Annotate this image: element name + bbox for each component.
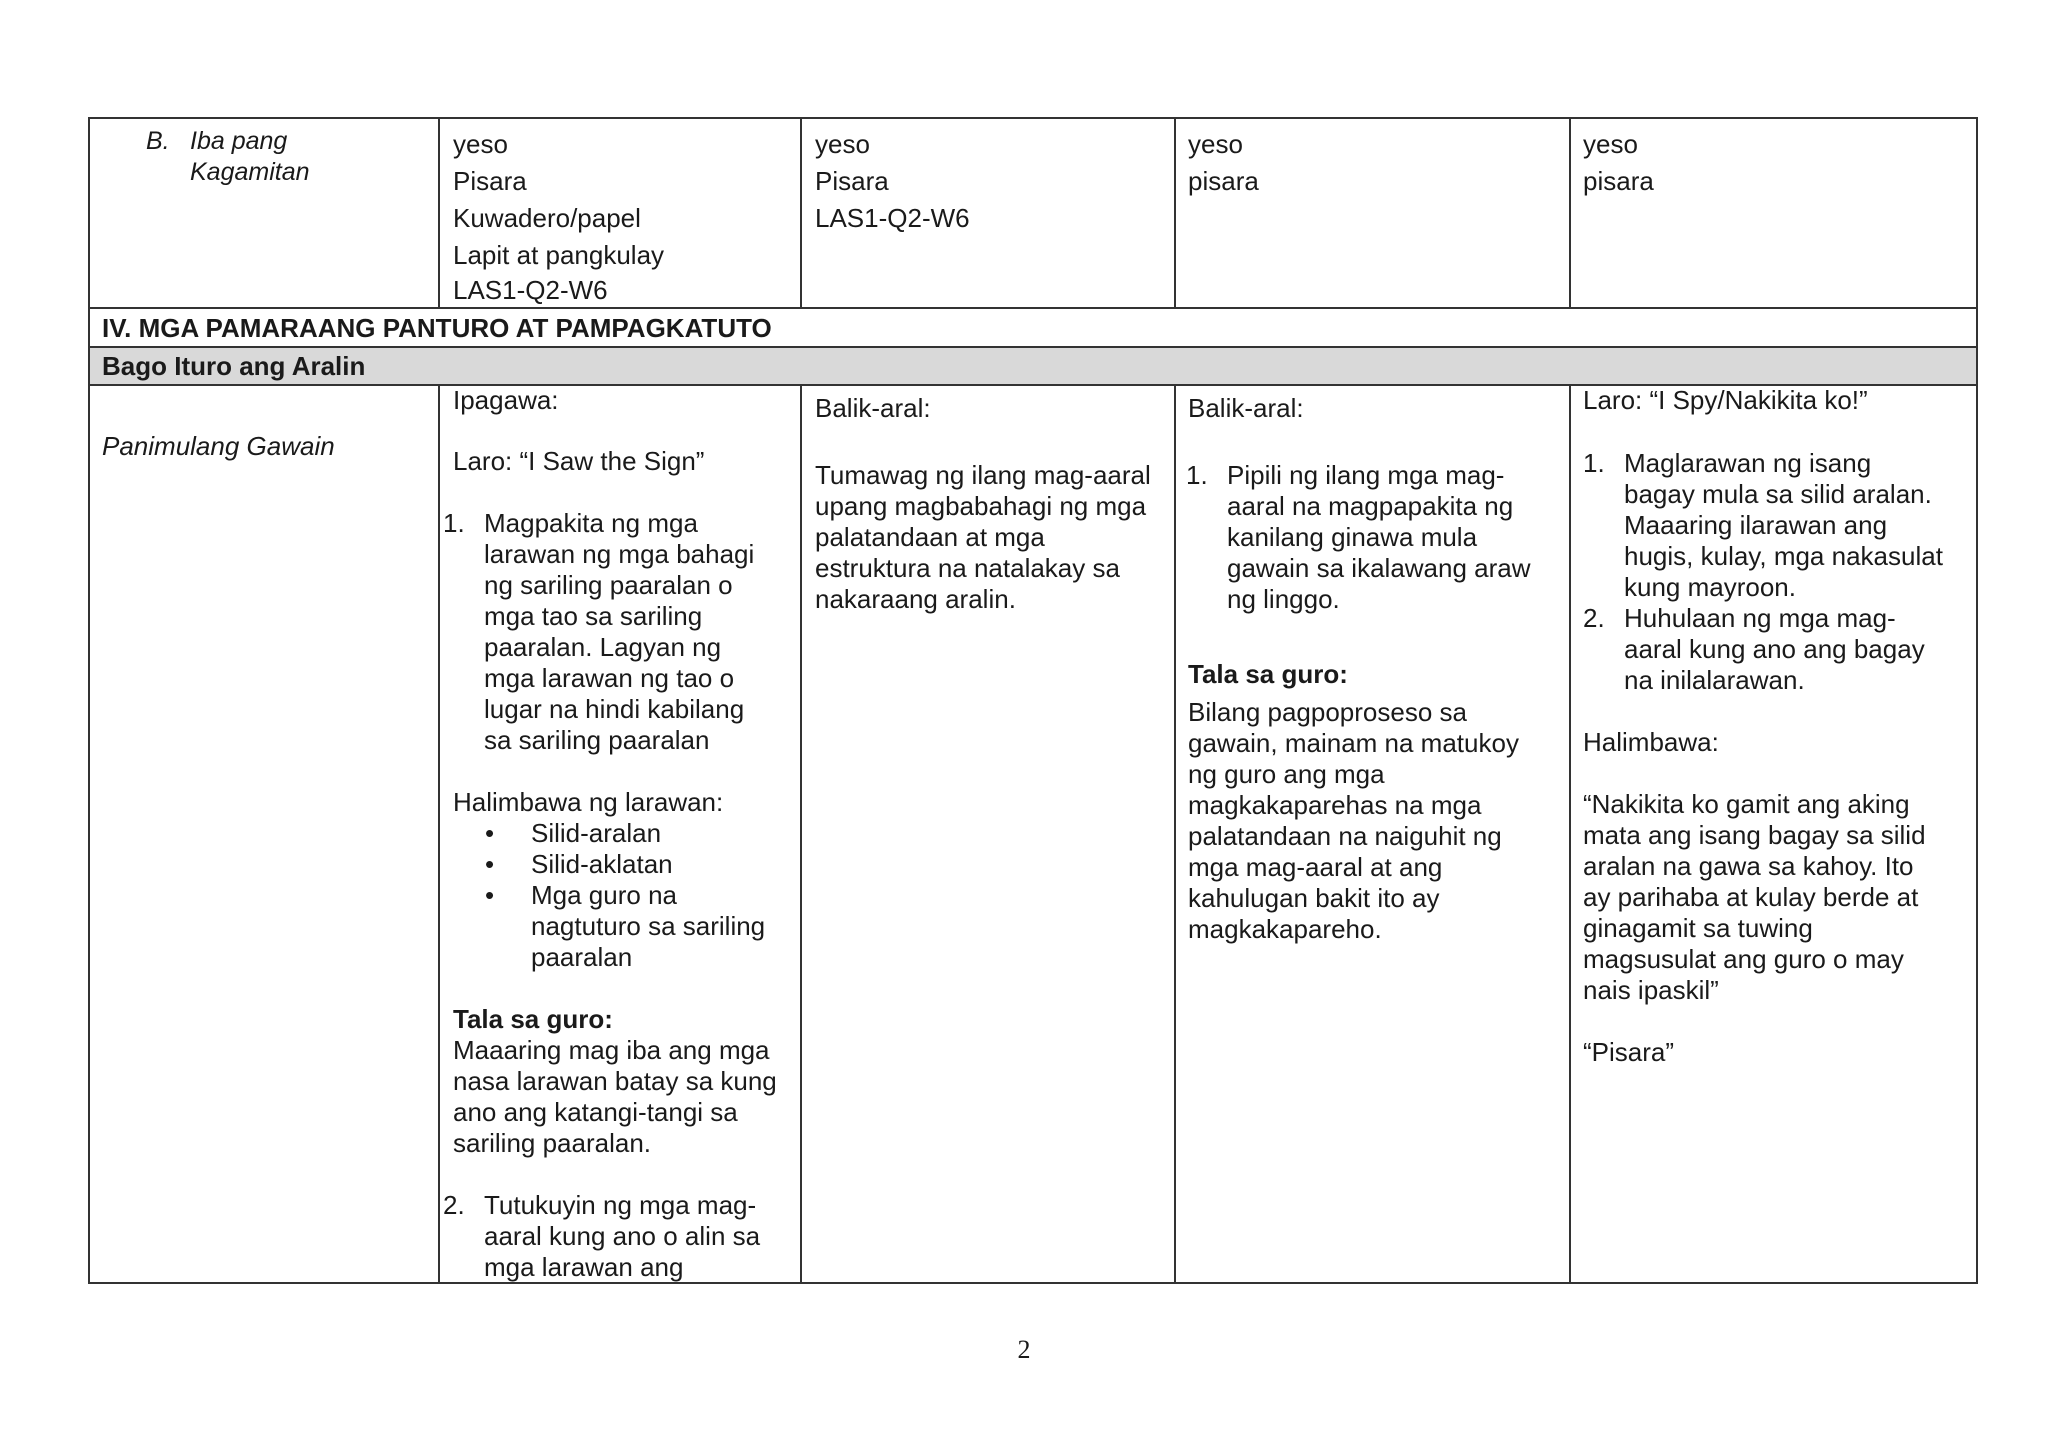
materials-item: Pisara bbox=[815, 166, 889, 196]
materials-label-cell bbox=[146, 126, 310, 188]
table-border-left bbox=[88, 117, 90, 1284]
col1-examples-heading: Halimbawa ng larawan: bbox=[453, 787, 724, 817]
col1-item-1-line: lugar na hindi kabilang bbox=[484, 694, 745, 724]
col1-example-line: paaralan bbox=[531, 942, 633, 972]
col4-heading: Laro: “I Spy/Nakikita ko!” bbox=[1583, 385, 1868, 415]
col1-heading: Ipagawa: bbox=[453, 385, 559, 415]
bullet-icon: • bbox=[485, 849, 495, 879]
col4-example-line: “Nakikita ko gamit ang aking bbox=[1583, 789, 1910, 819]
col1-item-1-line: ng sariling paaralan o bbox=[484, 570, 733, 600]
table-border-bottom bbox=[88, 1282, 1978, 1284]
col1-game: Laro: “I Saw the Sign” bbox=[453, 446, 705, 476]
col3-heading: Balik-aral: bbox=[1188, 393, 1304, 423]
panimula-col3 bbox=[1186, 393, 1531, 945]
col1-item-2 bbox=[443, 1190, 795, 1283]
col1-item-1-line: mga tao sa sariling bbox=[484, 601, 703, 631]
materials-label-line: Iba pang bbox=[190, 127, 288, 155]
col4-item-1 bbox=[1583, 448, 1943, 603]
materials-item: pisara bbox=[1188, 166, 1259, 196]
col1-example-line: Silid-aralan bbox=[531, 818, 662, 848]
materials-item: Pisara bbox=[453, 166, 527, 196]
subheading-shade bbox=[89, 348, 1977, 384]
col1-item-2-line: aaral kung ano o alin sa bbox=[484, 1221, 761, 1251]
column-rule-1 bbox=[438, 117, 440, 308]
col4-example-line: ginagamit sa tuwing bbox=[1583, 913, 1813, 943]
col4-item-1-number: 1. bbox=[1583, 448, 1605, 478]
col4-item-1-line: kung mayroon. bbox=[1624, 572, 1796, 602]
column-rule-6 bbox=[800, 384, 802, 1283]
col4-item-2-number: 2. bbox=[1583, 603, 1605, 633]
col4-example-line: magsusulat ang guro o may bbox=[1583, 944, 1904, 974]
materials-item: Kuwadero/papel bbox=[453, 203, 641, 233]
materials-item: LAS1-Q2-W6 bbox=[453, 275, 608, 305]
column-rule-5 bbox=[438, 384, 440, 1283]
bullet-icon: • bbox=[485, 818, 495, 848]
col2-heading: Balik-aral: bbox=[815, 393, 931, 423]
panimula-col2 bbox=[815, 393, 1151, 615]
col3-note-line: kahulugan bakit ito ay bbox=[1188, 883, 1440, 913]
col4-item-1-line: bagay mula sa silid aralan. bbox=[1624, 479, 1932, 509]
col1-item-2-line: Tutukuyin ng mga mag- bbox=[484, 1190, 757, 1220]
col1-item-1-line: mga larawan ng tao o bbox=[484, 663, 735, 693]
col3-note-line: palatandaan na naiguhit ng bbox=[1188, 821, 1502, 851]
col3-note-line: mga mag-aaral at ang bbox=[1188, 852, 1443, 882]
col3-note-line: magkakapareho. bbox=[1188, 914, 1382, 944]
col4-example-line: nais ipaskil” bbox=[1583, 975, 1719, 1005]
col1-example bbox=[443, 818, 795, 849]
col4-item-2 bbox=[1583, 603, 1943, 696]
materials-col2 bbox=[815, 126, 970, 237]
col3-item-1-line: kanilang ginawa mula bbox=[1227, 522, 1478, 552]
col1-item-1-line: larawan ng mga bahagi bbox=[484, 539, 755, 569]
col4-item-2-line: Huhulaan ng mga mag- bbox=[1624, 603, 1896, 633]
col3-note-line: ng guro ang mga bbox=[1188, 759, 1385, 789]
col4-answer: “Pisara” bbox=[1583, 1037, 1675, 1067]
materials-item: LAS1-Q2-W6 bbox=[815, 203, 970, 233]
col3-note-line: magkakaparehas na mga bbox=[1188, 790, 1482, 820]
col2-body-line: Tumawag ng ilang mag-aaral bbox=[815, 460, 1151, 490]
col1-item-1 bbox=[443, 508, 795, 756]
col1-item-2-number: 2. bbox=[443, 1190, 465, 1220]
col1-example-line: Silid-aklatan bbox=[531, 849, 673, 879]
column-rule-4 bbox=[1569, 117, 1571, 308]
col1-note-heading: Tala sa guro: bbox=[453, 1004, 613, 1034]
table-border-right bbox=[1976, 117, 1978, 1284]
column-rule-8 bbox=[1569, 384, 1571, 1283]
section-iv-title: IV. MGA PAMARAANG PANTURO AT PAMPAGKATUTO bbox=[102, 313, 772, 343]
col4-example-line: aralan na gawa sa kahoy. Ito bbox=[1583, 851, 1914, 881]
materials-item: yeso bbox=[1188, 129, 1243, 159]
materials-col3 bbox=[1188, 126, 1259, 200]
col2-body-line: palatandaan at mga bbox=[815, 522, 1045, 552]
column-rule-7 bbox=[1174, 384, 1176, 1283]
col4-example-heading: Halimbawa: bbox=[1583, 727, 1719, 757]
col1-note-line: sariling paaralan. bbox=[453, 1128, 652, 1158]
col1-item-2-line: mga larawan ang bbox=[484, 1252, 684, 1282]
materials-item: pisara bbox=[1583, 166, 1654, 196]
col1-example bbox=[443, 849, 795, 880]
col4-item-2-line: na inilalarawan. bbox=[1624, 665, 1805, 695]
panimula-col1 bbox=[443, 385, 795, 1283]
col3-note-line: Bilang pagpoproseso sa bbox=[1188, 697, 1467, 727]
col3-note-line: gawain, mainam na matukoy bbox=[1188, 728, 1519, 758]
col3-item-1 bbox=[1186, 460, 1531, 615]
col2-body-line: upang magbabahagi ng mga bbox=[815, 491, 1147, 521]
col1-item-1-line: Magpakita ng mga bbox=[484, 508, 698, 538]
column-rule-3 bbox=[1174, 117, 1176, 308]
col1-example bbox=[443, 880, 795, 973]
col1-note-line: nasa larawan batay sa kung bbox=[453, 1066, 777, 1096]
col4-item-1-line: hugis, kulay, mga nakasulat bbox=[1624, 541, 1943, 571]
panimula-col4 bbox=[1583, 385, 1943, 1068]
col4-item-1-line: Maglarawan ng isang bbox=[1624, 448, 1872, 478]
page-number: 2 bbox=[1017, 1335, 1031, 1364]
table-border-top bbox=[88, 117, 1978, 119]
col4-item-1-line: Maaaring ilarawan ang bbox=[1624, 510, 1888, 540]
col2-body-line: nakaraang aralin. bbox=[815, 584, 1016, 614]
materials-item: yeso bbox=[815, 129, 870, 159]
col1-example-line: nagtuturo sa sariling bbox=[531, 911, 766, 941]
col4-example-line: mata ang isang bagay sa silid bbox=[1583, 820, 1926, 850]
col3-item-1-line: aaral na magpapakita ng bbox=[1227, 491, 1514, 521]
col3-item-1-line: ng linggo. bbox=[1227, 584, 1340, 614]
col1-item-1-number: 1. bbox=[443, 508, 465, 538]
col1-item-1-line: paaralan. Lagyan ng bbox=[484, 632, 722, 662]
col1-item-1-line: sa sariling paaralan bbox=[484, 725, 710, 755]
col4-example-line: ay parihaba at kulay berde at bbox=[1583, 882, 1919, 912]
materials-col4 bbox=[1583, 126, 1654, 200]
col1-note-line: ano ang katangi-tangi sa bbox=[453, 1097, 738, 1127]
col3-note-heading: Tala sa guro: bbox=[1188, 659, 1348, 689]
materials-label-letter: B. bbox=[146, 127, 170, 155]
col4-item-2-line: aaral kung ano ang bagay bbox=[1624, 634, 1925, 664]
col1-note-line: Maaaring mag iba ang mga bbox=[453, 1035, 770, 1065]
column-rule-2 bbox=[800, 117, 802, 308]
col3-item-1-line: gawain sa ikalawang araw bbox=[1227, 553, 1531, 583]
table-rule-1 bbox=[88, 307, 1978, 309]
materials-item: yeso bbox=[1583, 129, 1638, 159]
col3-item-1-number: 1. bbox=[1186, 460, 1208, 490]
panimula-label: Panimulang Gawain bbox=[102, 431, 335, 461]
materials-label-line: Kagamitan bbox=[190, 158, 310, 186]
col2-body-line: estruktura na natalakay sa bbox=[815, 553, 1120, 583]
materials-col1 bbox=[453, 126, 664, 307]
bullet-icon: • bbox=[485, 880, 495, 910]
col3-item-1-line: Pipili ng ilang mga mag- bbox=[1227, 460, 1505, 490]
col1-example-line: Mga guro na bbox=[531, 880, 677, 910]
materials-item: yeso bbox=[453, 129, 508, 159]
section-iv-subheading: Bago Ituro ang Aralin bbox=[102, 351, 366, 381]
materials-item: Lapit at pangkulay bbox=[453, 240, 665, 270]
